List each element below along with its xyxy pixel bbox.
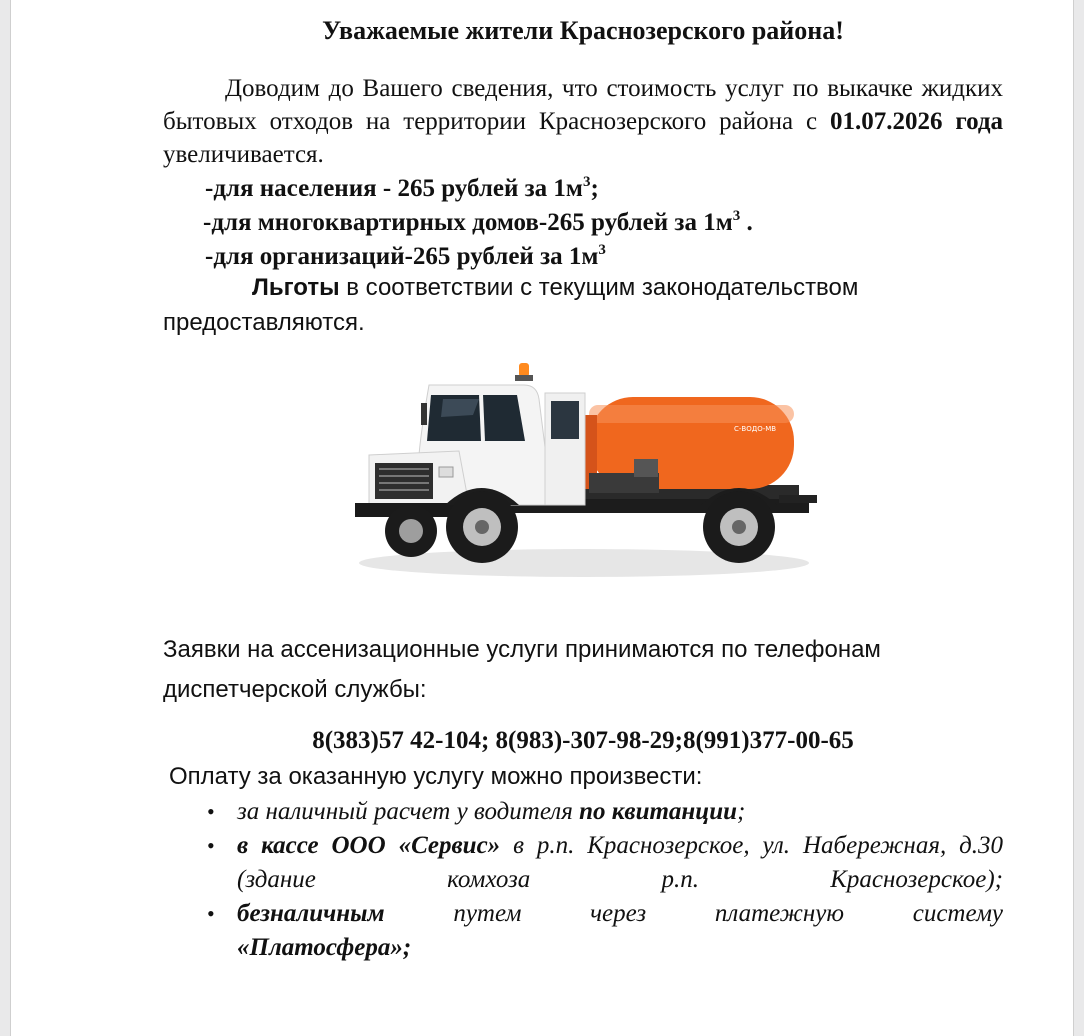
- list-item: [203, 829, 1003, 897]
- payment-methods-list: [203, 795, 1003, 965]
- svg-text:С-ВОДО-МВ: С-ВОДО-МВ: [734, 425, 777, 433]
- front-wheel: [446, 491, 518, 563]
- list-item: [203, 795, 1003, 829]
- tariff-organizations: [205, 240, 1005, 274]
- tariff-text: -для многоквартирных домов-265 рублей за 1м: [203, 209, 733, 236]
- tariff-list: [205, 172, 1005, 274]
- tariff-unit-sup: 3: [732, 208, 741, 224]
- tariff-unit-sup: 3: [598, 242, 606, 258]
- payment-office-text: в р.п. Краснозерское, ул. Набережная, д.30 (здание комхоза р.п. Краснозерское);: [237, 832, 1003, 893]
- tariff-text: -для организаций-265 рублей за 1м: [205, 243, 599, 270]
- payment-cash-text: за наличный расчет у водителя: [237, 798, 580, 825]
- payment-cash-tail: ;: [737, 798, 746, 825]
- vacuum-truck-illustration: [349, 355, 829, 585]
- benefits-paragraph: [163, 270, 1003, 340]
- bullet-icon: •: [207, 799, 215, 824]
- tariff-apartment-buildings: [203, 206, 1005, 240]
- requests-paragraph: Заявки на ассенизационные услуги принимаются по телефонам диспетчерской службы:: [163, 636, 881, 703]
- intro-end: увеличивается.: [163, 141, 324, 168]
- tariff-suffix: .: [740, 209, 753, 236]
- bullet-icon: •: [207, 833, 215, 858]
- intro-paragraph: [163, 72, 1003, 171]
- rear-wheel: [703, 491, 775, 563]
- payment-cash-bold: по квитанции: [579, 798, 738, 825]
- tariff-suffix: ;: [590, 175, 599, 202]
- list-item: [203, 897, 1003, 965]
- tariff-text: -для населения - 265 рублей за 1м: [205, 175, 583, 202]
- payment-cashless-bold: безналичным: [237, 900, 385, 927]
- payment-office-bold: в кассе ООО «Сервис»: [237, 832, 501, 859]
- document-page: [10, 0, 1074, 1036]
- bullet-icon: •: [207, 901, 215, 926]
- dispatcher-phones: 8(383)57 42-104; 8(983)-307-98-29;8(991)377-00-65: [312, 727, 854, 754]
- tariff-unit-sup: 3: [582, 174, 591, 190]
- benefits-label: Льготы: [252, 274, 340, 301]
- benefits-text: в соответствии с текущим законодательством предоставляются.: [163, 274, 859, 336]
- intro-text: Доводим до Вашего сведения, что стоимость услуг по выкачке жидких бытовых отходов на территории Краснозерского района с: [163, 75, 1003, 135]
- effective-date: 01.07.2026 года: [829, 108, 1004, 135]
- payment-cashless-line: [207, 897, 1003, 931]
- tariff-population: [205, 172, 1005, 206]
- page-title: Уважаемые жители Краснозерского района!: [322, 16, 844, 45]
- payment-system-name: «Платосфера»;: [237, 934, 412, 961]
- payment-intro: Оплату за оказанную услугу можно произвести:: [169, 763, 703, 790]
- payment-cashless-text: путем через платежную систему: [384, 900, 1003, 927]
